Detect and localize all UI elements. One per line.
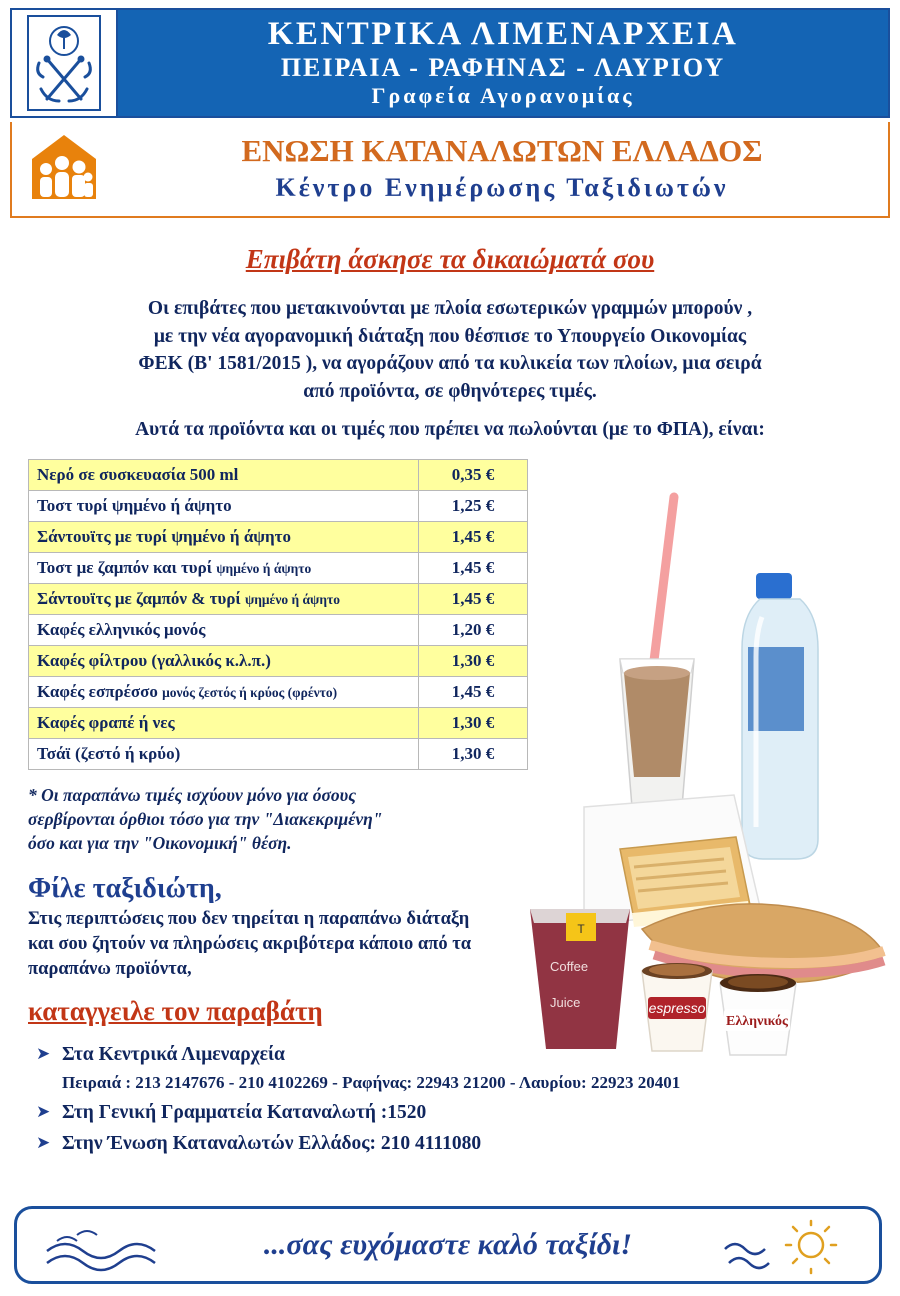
- sun-bird-icon: [719, 1219, 839, 1284]
- intro-line-1: Οι επιβάτες που μετακινούνται με πλοία εσωτερικών γραμμών μπορούν ,: [147, 298, 753, 319]
- contact-main: Στην Ένωση Καταναλωτών Ελλάδος: 210 4111080: [62, 1132, 482, 1154]
- list-item: [36, 1099, 890, 1127]
- family-house-icon: [24, 129, 104, 210]
- traveller-line-3: παραπάνω προϊόντα,: [28, 959, 192, 980]
- anchor-emblem-icon: [27, 15, 101, 111]
- port-authority-emblem: [12, 10, 118, 116]
- header-line-3: Γραφεία Αγορανομίας: [371, 82, 635, 108]
- table-row: [29, 615, 528, 646]
- table-row: [29, 553, 528, 584]
- product-name: Τοστ τυρί ψημένο ή άψητο: [37, 496, 232, 516]
- association-band: [10, 122, 890, 218]
- product-name: Σάντουϊτς με τυρί ψημένο ή άψητο: [37, 527, 291, 547]
- table-row: [29, 460, 528, 491]
- association-subtitle: Κέντρο Ενημέρωσης Ταξιδιωτών: [275, 173, 729, 203]
- product-name: Καφές ελληνικός μονός: [37, 620, 206, 640]
- product-name: Νερό σε συσκευασία 500 ml: [37, 465, 239, 485]
- espresso-label: espresso: [648, 1000, 706, 1017]
- cold-cup-label-2: Juice: [550, 995, 581, 1011]
- price-cell: 1,25 €: [419, 491, 528, 522]
- report-heading: καταγγειλε τον παραβάτη: [28, 996, 323, 1027]
- price-cell: 1,45 €: [419, 522, 528, 553]
- footnote-line-3: όσο και για την "Οικονομική" θέση.: [28, 832, 292, 853]
- product-name: Καφές φίλτρου (γαλλικός κ.λ.π.): [37, 651, 271, 671]
- price-cell: 1,20 €: [419, 615, 528, 646]
- contact-sub: Πειραιά : 213 2147676 - 210 4102269 - Ραφήνας: 22943 21200 - Λαυρίου: 22923 20401: [62, 1073, 681, 1093]
- svg-text:T: T: [577, 922, 585, 937]
- product-cell: [29, 646, 419, 677]
- product-cell: [29, 615, 419, 646]
- product-note: μονός ζεστός ή κρύος (φρέντο): [162, 685, 338, 701]
- price-cell: 1,45 €: [419, 677, 528, 708]
- intro-paragraph: [10, 295, 890, 443]
- table-row: [29, 739, 528, 770]
- traveller-heading: Φίλε ταξιδιώτη,: [28, 873, 222, 905]
- product-cell: [29, 584, 419, 615]
- cold-cup-label-1: Coffee: [550, 959, 589, 975]
- intro-line-2: με την νέα αγορανομική διάταξη που θέσπισε το Υπουργείο Οικονομίας: [153, 325, 747, 347]
- product-cell: [29, 491, 419, 522]
- product-name: Τοστ με ζαμπόν και τυρί: [37, 558, 217, 578]
- header-line-2: ΠΕΙΡΑΙΑ - ΡΑΦΗΝΑΣ - ΛΑΥΡΙΟΥ: [280, 52, 726, 82]
- price-footnote: [28, 784, 498, 855]
- table-row: [29, 491, 528, 522]
- price-cell: 0,35 €: [419, 460, 528, 491]
- price-table: [28, 459, 528, 770]
- product-note: ψημένο ή άψητο: [244, 592, 340, 608]
- intro-line-5: Αυτά τα προϊόντα και οι τιμές που πρέπει να πωλούνται (με το ΦΠΑ), είναι:: [135, 418, 765, 440]
- right-column: [530, 459, 890, 1035]
- product-note: ψημένο ή άψητο: [216, 561, 312, 577]
- footer-message: ...σας ευχόμαστε καλό ταξίδι!: [263, 1228, 633, 1261]
- page-title: Επιβάτη άσκησε τα δικαιώματά σου: [245, 244, 655, 274]
- arrow-bullet-icon: ➤: [36, 1132, 51, 1152]
- product-cell: [29, 708, 419, 739]
- food-and-drinks-photo: [524, 477, 896, 1067]
- list-item: [36, 1130, 890, 1158]
- product-cell: [29, 460, 419, 491]
- price-cell: 1,45 €: [419, 553, 528, 584]
- header-line-1: ΚΕΝΤΡΙΚΑ ΛΙΜΕΝΑΡΧΕΙΑ: [267, 16, 739, 53]
- footnote-line-2: σερβίρονται όρθιοι τόσο για την "Διακεκριμένη": [28, 809, 383, 830]
- traveller-line-2: και σου ζητούν να πληρώσεις ακριβότερα κάποιο από τα: [28, 934, 472, 955]
- product-name: Καφές φραπέ ή νες: [37, 713, 175, 733]
- association-titles: [116, 122, 888, 216]
- table-row: [29, 522, 528, 553]
- product-name: Σάντουϊτς με ζαμπόν & τυρί: [37, 589, 245, 609]
- price-table-body: [29, 460, 528, 770]
- price-cell: 1,30 €: [419, 739, 528, 770]
- price-cell: 1,30 €: [419, 646, 528, 677]
- traveller-line-1: Στις περιπτώσεις που δεν τηρείται η παραπάνω διάταξη: [28, 909, 470, 930]
- table-row: [29, 677, 528, 708]
- header-titles: [118, 10, 888, 116]
- footer-banner: [14, 1206, 882, 1284]
- intro-line-3: ΦΕΚ (Β' 1581/2015 ), να αγοράζουν από τα κυλικεία των πλοίων, μια σειρά: [138, 353, 762, 375]
- product-cell: [29, 739, 419, 770]
- association-logo: [12, 122, 116, 216]
- product-name: Καφές εσπρέσσο: [37, 682, 163, 702]
- arrow-bullet-icon: ➤: [36, 1044, 51, 1064]
- table-row: [29, 646, 528, 677]
- header-band: [10, 8, 890, 118]
- intro-line-4: από προϊόντα, σε φθηνότερες τιμές.: [303, 381, 597, 403]
- association-name: ΕΝΩΣΗ ΚΑΤΑΝΑΛΩΤΩΝ ΕΛΛΑΔΟΣ: [241, 133, 763, 169]
- product-cell: [29, 677, 419, 708]
- product-cell: [29, 522, 419, 553]
- product-name: Τσάϊ (ζεστό ή κρύο): [37, 744, 181, 764]
- left-column: [10, 459, 530, 1035]
- traveller-text: [28, 907, 498, 982]
- footnote-line-1: * Οι παραπάνω τιμές ισχύουν μόνο για όσους: [28, 785, 357, 806]
- price-cell: 1,45 €: [419, 584, 528, 615]
- price-cell: 1,30 €: [419, 708, 528, 739]
- wave-bird-icon: [43, 1221, 173, 1282]
- contact-main: Στη Γενική Γραμματεία Καταναλωτή :1520: [62, 1102, 427, 1124]
- table-row: [29, 584, 528, 615]
- greek-coffee-label: Ελληνικός: [726, 1014, 788, 1030]
- product-cell: [29, 553, 419, 584]
- table-row: [29, 708, 528, 739]
- main-content: [10, 459, 890, 1035]
- arrow-bullet-icon: ➤: [36, 1102, 51, 1122]
- contact-main: Στα Κεντρικά Λιμεναρχεία: [62, 1044, 285, 1066]
